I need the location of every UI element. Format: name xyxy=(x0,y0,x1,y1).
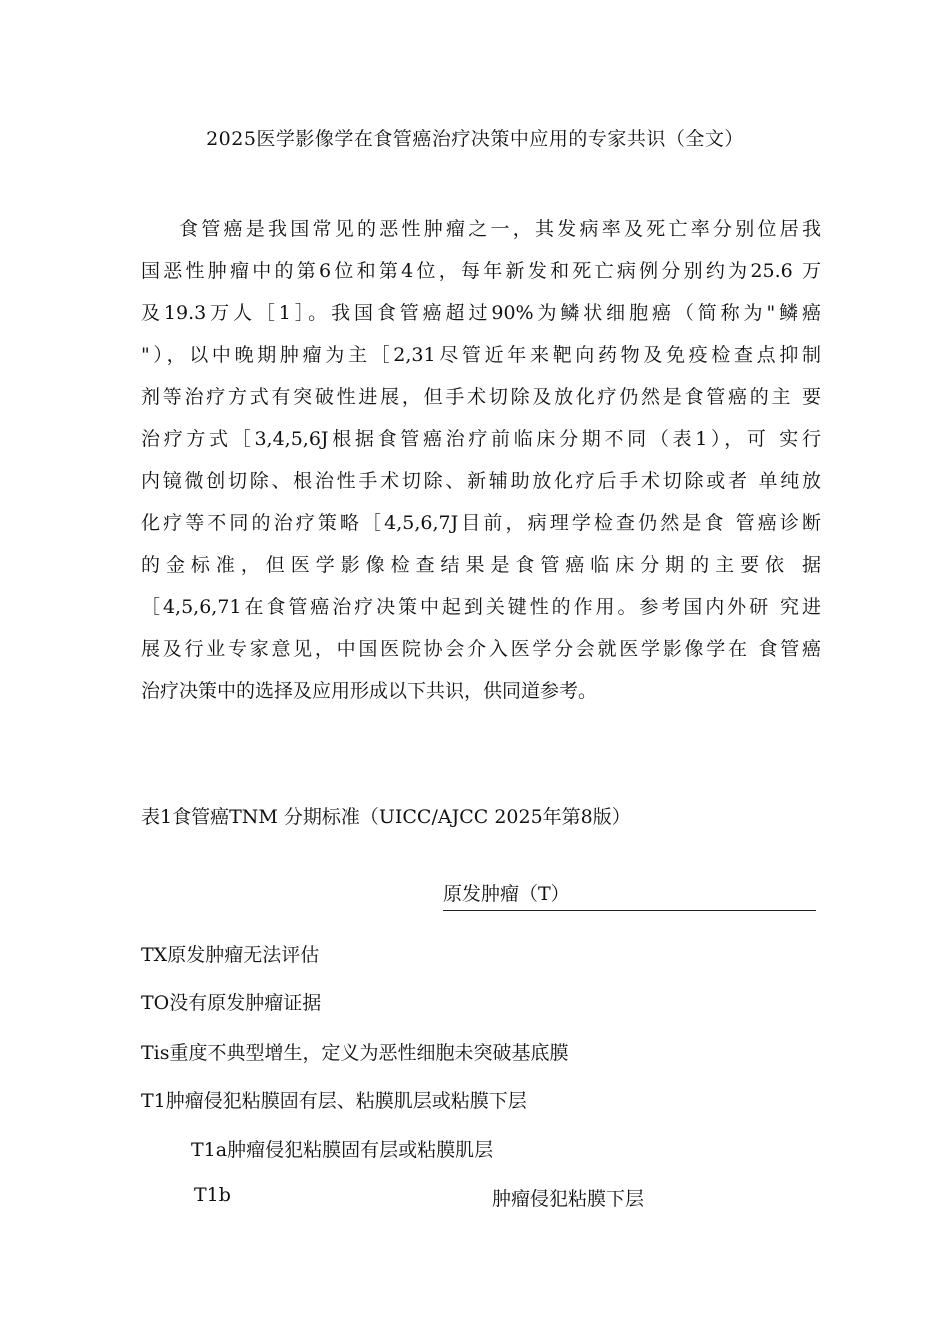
tnm-row-tx: TX原发肿瘤无法评估 xyxy=(141,944,320,966)
paragraph-line: 的金标准，但医学影像检查结果是食管癌临床分期的主要依 据 xyxy=(141,554,821,576)
tnm-row-t1: T1肿瘤侵犯粘膜固有层、粘膜肌层或粘膜下层 xyxy=(141,1090,527,1112)
section-heading-primary-tumor: 原发肿瘤（T） xyxy=(443,879,816,911)
tnm-row-t1b-description: 肿瘤侵犯粘膜下层 xyxy=(492,1188,645,1210)
paragraph-line: "），以中晚期肿瘤为主［2,31尽管近年来靶向药物及免疫检查点抑制 xyxy=(141,344,821,366)
tnm-row-t1b-code: T1b xyxy=(194,1184,231,1206)
paragraph-line: 治疗方式［3,4,5,6J根据食管癌治疗前临床分期不同（表1），可 实行 xyxy=(141,428,821,450)
paragraph-line: ［4,5,6,71在食管癌治疗决策中起到关键性的作用。参考国内外研 究进 xyxy=(141,596,821,618)
tnm-row-t1a: T1a肿瘤侵犯粘膜固有层或粘膜肌层 xyxy=(191,1139,494,1161)
paragraph-line: 治疗决策中的选择及应用形成以下共识，供同道参考。 xyxy=(141,680,598,702)
paragraph-line: 展及行业专家意见，中国医院协会介入医学分会就医学影像学在 食管癌 xyxy=(141,638,821,660)
paragraph-line: 食管癌是我国常见的恶性肿瘤之一，其发病率及死亡率分别位居我 xyxy=(179,218,821,240)
intro-paragraph xyxy=(141,208,821,712)
table-caption: 表1食管癌TNM 分期标准（UICC/AJCC 2025年第8版） xyxy=(141,806,631,828)
document-title: 2025医学影像学在食管癌治疗决策中应用的专家共识（全文） xyxy=(206,128,744,150)
tnm-row-t0: TO没有原发肿瘤证据 xyxy=(141,992,322,1014)
paragraph-line: 及19.3万人［1］。我国食管癌超过90%为鳞状细胞癌（简称为"鳞癌 xyxy=(141,302,821,324)
paragraph-line: 国恶性肿瘤中的第6位和第4位，每年新发和死亡病例分别约为25.6 万 xyxy=(141,260,821,282)
paragraph-line: 内镜微创切除、根治性手术切除、新辅助放化疗后手术切除或者 单纯放 xyxy=(141,470,821,492)
paragraph-line: 化疗等不同的治疗策略［4,5,6,7J目前，病理学检查仍然是食 管癌诊断 xyxy=(141,512,821,534)
tnm-row-tis: Tis重度不典型增生，定义为恶性细胞未突破基底膜 xyxy=(141,1042,569,1064)
paragraph-line: 剂等治疗方式有突破性进展，但手术切除及放化疗仍然是食管癌的主 要 xyxy=(141,386,821,408)
